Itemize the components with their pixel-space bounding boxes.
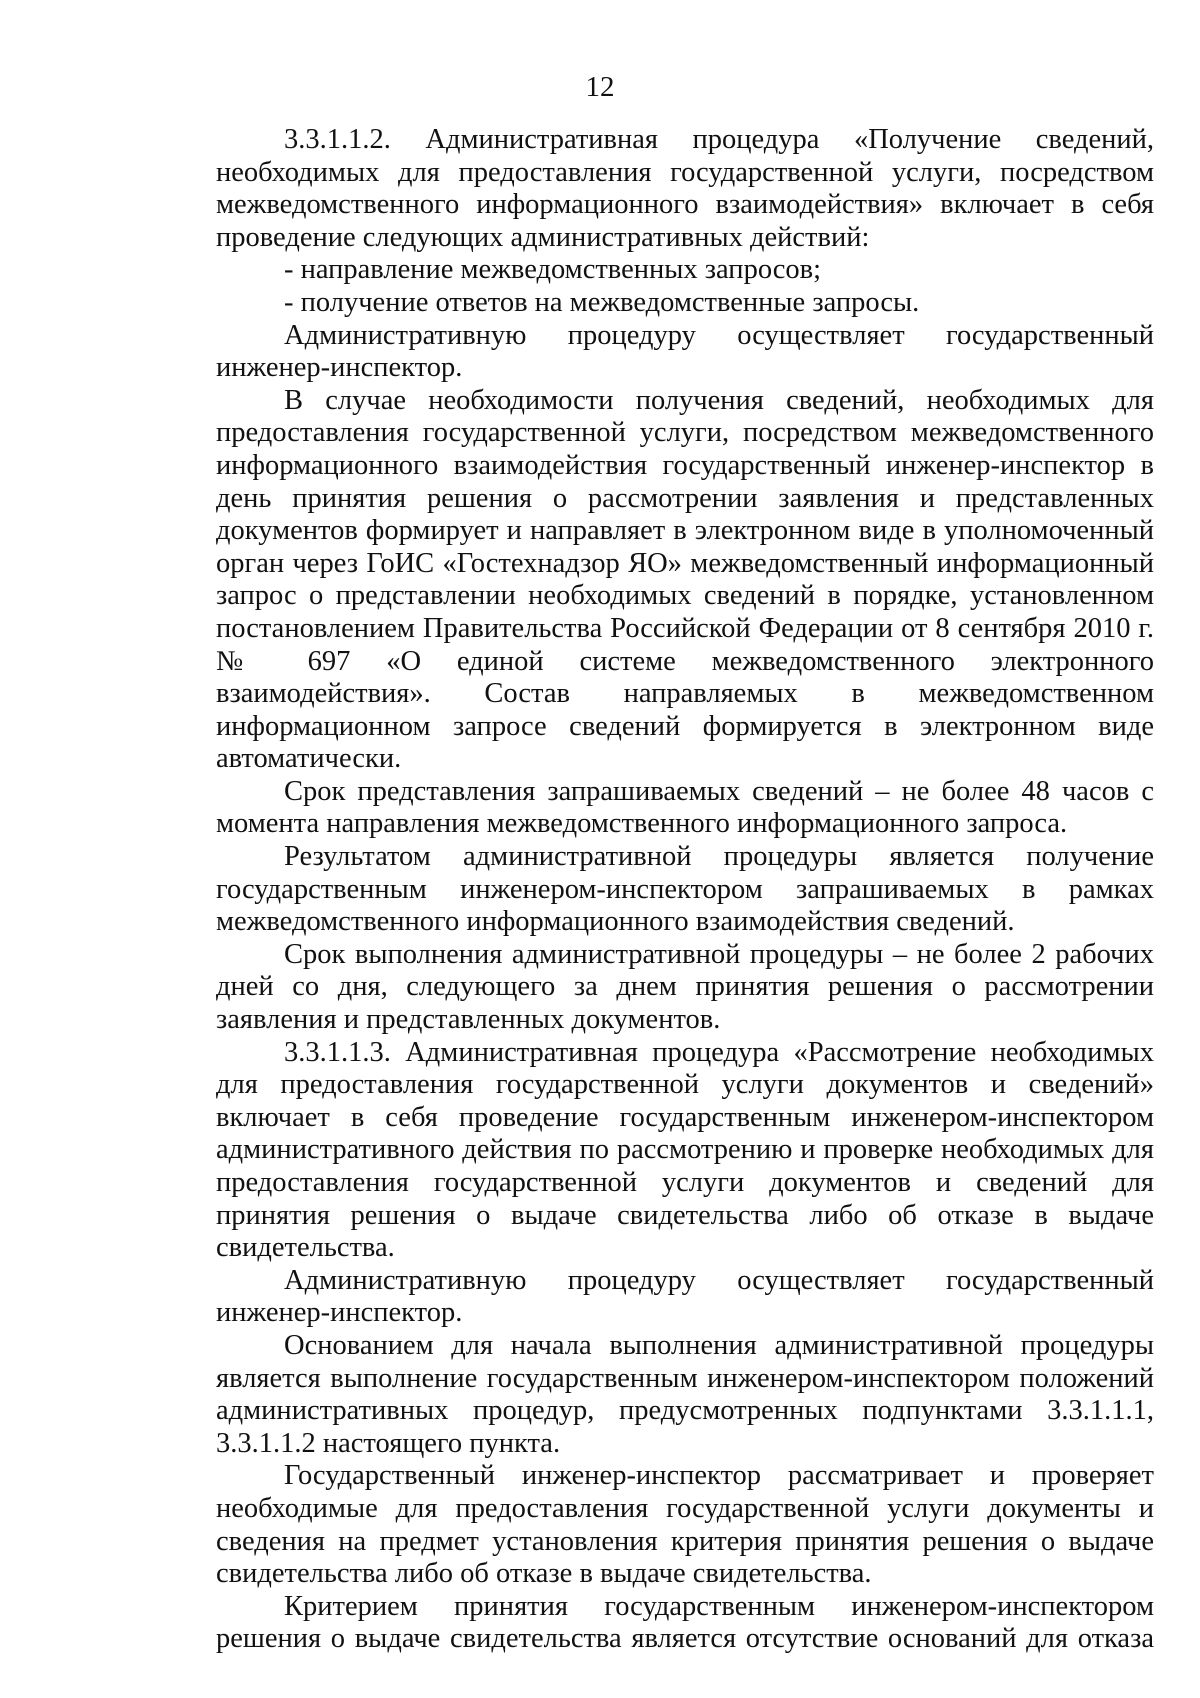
page-number: 12 [585, 71, 615, 103]
paragraph-procedure-3-3-1-1-3: 3.3.1.1.3. Административная процедура «Рассмотрение необходимых для предоставления государственной услуги документов и сведений» включает в себя проведение государственным инженером-инспектором административного действия по рассмотрению и проверке необходимых для предоставления государственной услуги документов и сведений для принятия решения о выдаче свидетельства либо об отказе в выдаче свидетельства. [216, 1036, 1154, 1264]
paragraph-decision-criterion: Критерием принятия государственным инженером-инспектором решения о выдаче свидетельства является отсутствие оснований для отказа [216, 1590, 1154, 1655]
paragraph-inspector-review: Государственный инженер-инспектор рассматривает и проверяет необходимые для предоставления государственной услуги документы и сведения на предмет установления критерия принятия решения о выдаче свидетельства либо об отказе в выдаче свидетельства. [216, 1460, 1154, 1590]
paragraph-procedure-deadline: Срок выполнения административной процедуры – не более 2 рабочих дней со дня, следующего за днем принятия решения о рассмотрении заявления и представленных документов. [216, 938, 1154, 1036]
list-item-send-requests: - направление межведомственных запросов; [284, 254, 822, 286]
paragraph-procedure-3-3-1-1-2: 3.3.1.1.2. Административная процедура «Получение сведений, необходимых для предоставления государственной услуги, посредством межведомственного информационного взаимодействия» включает в себя проведение следующих административных действий: [216, 124, 1154, 253]
paragraph-executor-2: Административную процедуру осуществляет государственный инженер-инспектор. [216, 1264, 1154, 1329]
paragraph-procedure-basis: Основанием для начала выполнения административной процедуры является выполнение государственным инженером-инспектором положений административных процедур, предусмотренных подпунктами 3.3.1.1.1, 3.3.1.1.2 настоящего пункта. [216, 1329, 1154, 1459]
paragraph-executor: Административную процедуру осуществляет государственный инженер-инспектор. [216, 319, 1154, 384]
paragraph-response-deadline: Срок представления запрашиваемых сведений – не более 48 часов с момента направления межведомственного информационного запроса. [216, 775, 1154, 840]
document-body [216, 124, 1154, 1656]
paragraph-interagency-request: В случае необходимости получения сведений, необходимых для предоставления государственной услуги, посредством межведомственного информационного взаимодействия государственный инженер-инспектор в день принятия решения о рассмотрении заявления и представленных документов формирует и направляет в электронном виде в уполномоченный орган через ГоИС «Гостехнадзор ЯО» межведомственный информационный запрос о представлении необходимых сведений в порядке, установленном постановлением Правительства Российской Федерации от 8 сентября 2010 г. № 697 «О единой системе межведомственного электронного взаимодействия». Состав направляемых в межведомственном информационном запросе сведений формируется в электронном виде автоматически. [216, 384, 1154, 775]
list-item-receive-responses: - получение ответов на межведомственные запросы. [284, 286, 920, 318]
paragraph-procedure-result: Результатом административной процедуры является получение государственным инженером-инспектором запрашиваемых в рамках межведомственного информационного взаимодействия сведений. [216, 841, 1154, 938]
